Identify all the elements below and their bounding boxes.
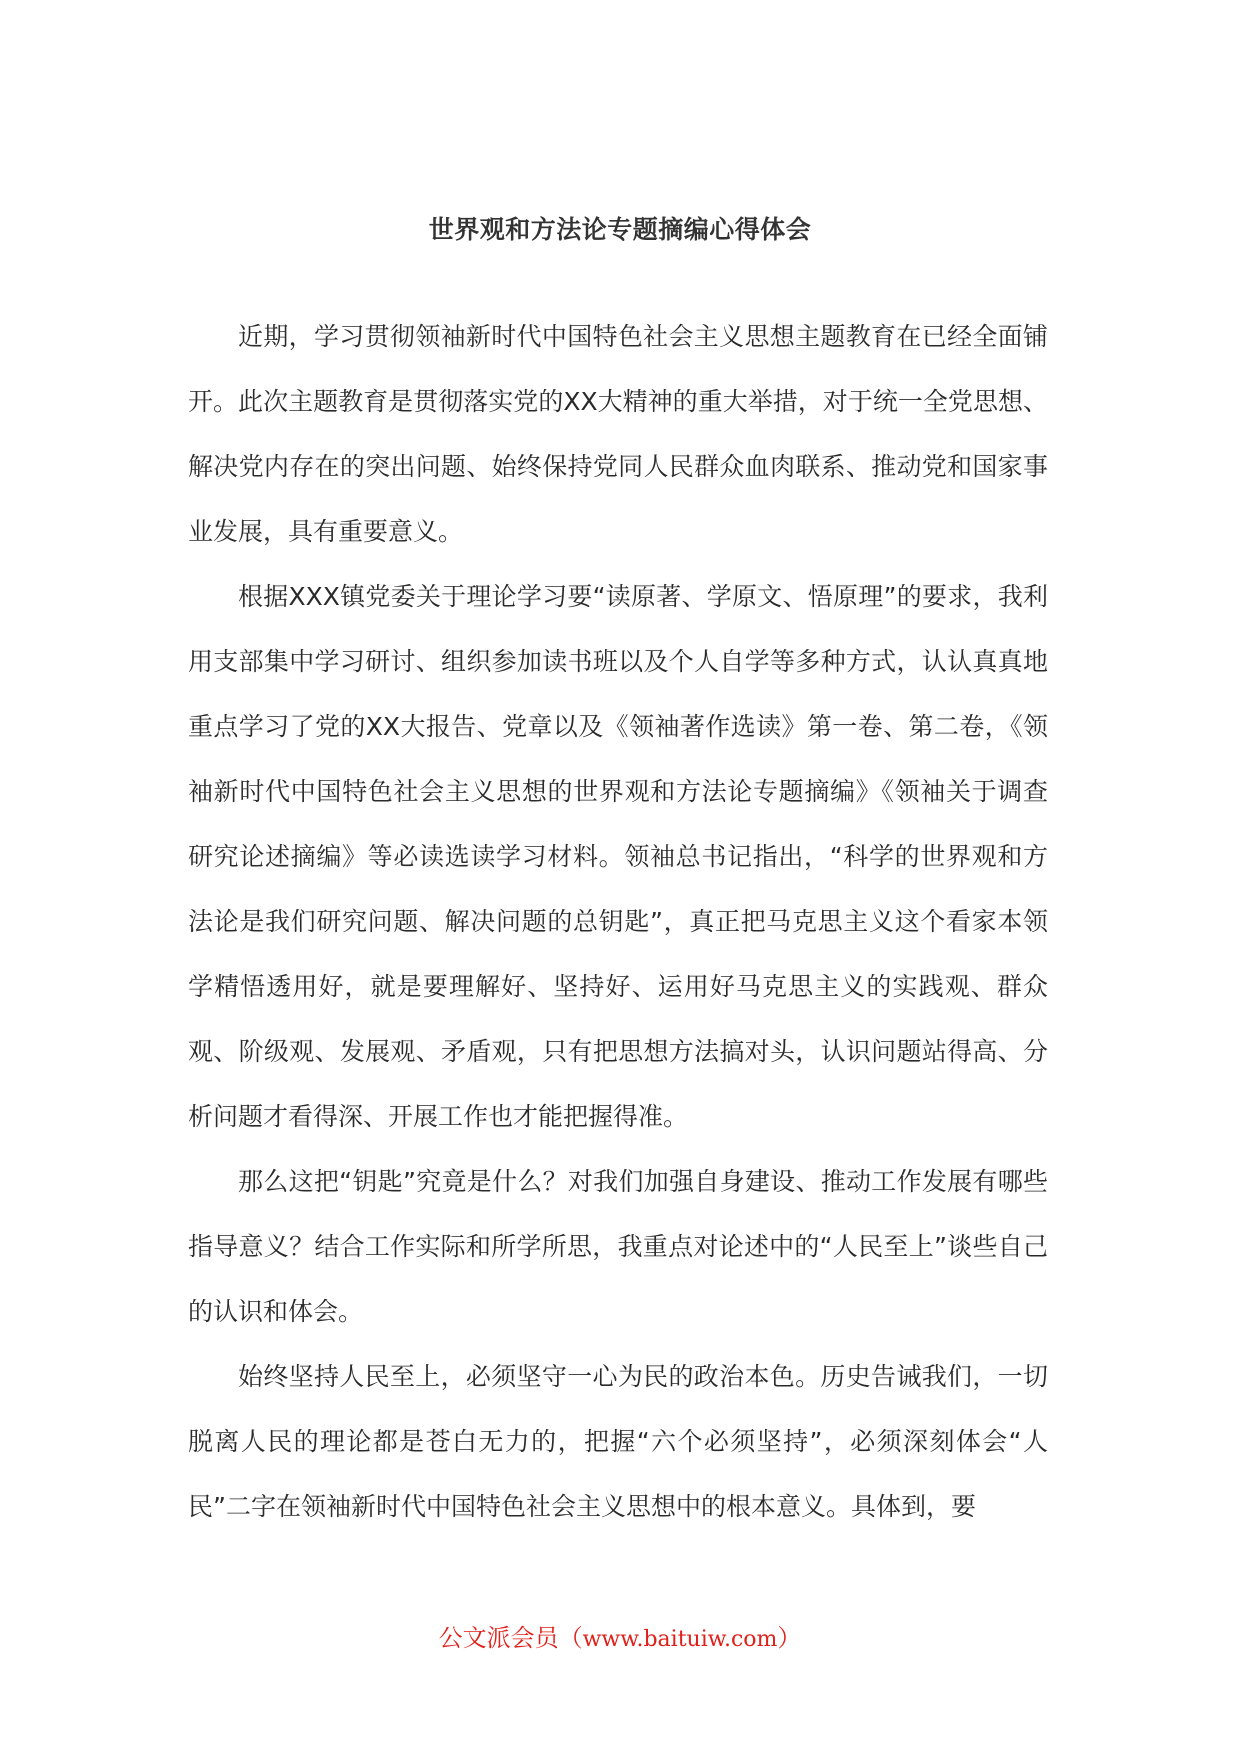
footer-brand: 公文派会员（ (438, 1624, 583, 1652)
footer-close: ） (777, 1624, 802, 1652)
paragraph-3: 那么这把“钥匙”究竟是什么？对我们加强自身建设、推动工作发展有哪些指导意义？结合工作实际和所学所思，我重点对论述中的“人民至上”谈些自己的认识和体会。 (188, 1167, 1048, 1326)
document-title: 世界观和方法论专题摘编心得体会 (428, 215, 812, 244)
paragraph-2: 根据XXX镇党委关于理论学习要“读原著、学原文、悟原理”的要求，我利用支部集中学习研讨、组织参加读书班以及个人自学等多种方式，认认真真地重点学习了党的XX大报告、党章以及《领袖著作选读》第一卷、第二卷，《领袖新时代中国特色社会主义思想的世界观和方法论专题摘编》《领袖关于调查研究论述摘编》等必读选读学习材料。领袖总书记指出，“科学的世界观和方法论是我们研究问题、解决问题的总钥匙”，真正把马克思主义这个看家本领学精悟透用好，就是要理解好、坚持好、运用好马克思主义的实践观、群众观、阶级观、发展观、矛盾观，只有把思想方法搞对头，认识问题站得高、分析问题才看得深、开展工作也才能把握得准。 (188, 582, 1048, 1131)
footer-watermark (0, 1618, 1240, 1653)
paragraph-4: 始终坚持人民至上，必须坚守一心为民的政治本色。历史告诫我们，一切脱离人民的理论都是苍白无力的，把握“六个必须坚持”，必须深刻体会“人民”二字在领袖新时代中国特色社会主义思想中的根本意义。具体到，要 (188, 1362, 1048, 1521)
footer-url[interactable]: www.baituiw.com (582, 1627, 778, 1652)
paragraph-1: 近期，学习贯彻领袖新时代中国特色社会主义思想主题教育在已经全面铺开。此次主题教育是贯彻落实党的XX大精神的重大举措，对于统一全党思想、解决党内存在的突出问题、始终保持党同人民群众血肉联系、推动党和国家事业发展，具有重要意义。 (188, 322, 1048, 546)
document-body (188, 304, 1048, 1539)
